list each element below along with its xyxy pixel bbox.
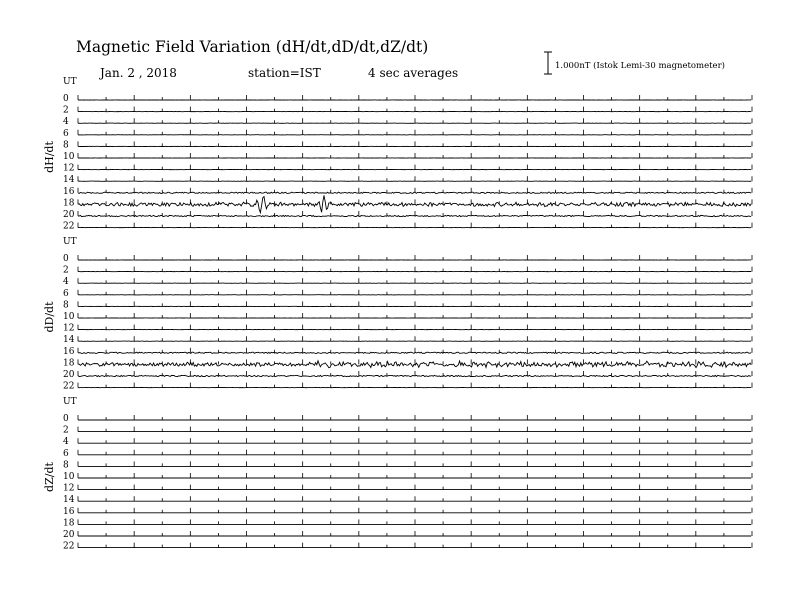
chart-title: Magnetic Field Variation (dH/dt,dD/dt,dZ/dt) bbox=[76, 38, 429, 56]
hour-label: 16 bbox=[63, 186, 75, 197]
hour-label: 10 bbox=[63, 152, 75, 162]
hour-label: 4 bbox=[63, 117, 69, 128]
hour-label: 22 bbox=[63, 221, 75, 232]
hour-label: 8 bbox=[63, 140, 69, 151]
hour-label: 14 bbox=[63, 495, 75, 506]
averaging-label: 4 sec averages bbox=[368, 66, 459, 80]
hour-label: 6 bbox=[63, 288, 69, 299]
hour-label: 12 bbox=[63, 323, 75, 334]
panel-label: dZ/dt bbox=[43, 462, 56, 492]
hour-label: 20 bbox=[63, 370, 75, 380]
hour-label: 6 bbox=[63, 448, 69, 459]
hour-label: 22 bbox=[63, 541, 75, 552]
ut-label: UT bbox=[63, 237, 77, 247]
hour-label: 18 bbox=[63, 358, 75, 369]
hour-label: 20 bbox=[63, 210, 75, 220]
hour-label: 14 bbox=[63, 175, 75, 186]
hour-label: 0 bbox=[63, 254, 69, 264]
hour-label: 16 bbox=[63, 346, 75, 357]
hour-label: 16 bbox=[63, 506, 75, 517]
hour-label: 10 bbox=[63, 312, 75, 322]
hour-label: 4 bbox=[63, 437, 69, 448]
date-label: Jan. 2 , 2018 bbox=[100, 66, 177, 80]
hour-label: 2 bbox=[63, 265, 69, 276]
hour-label: 8 bbox=[63, 460, 69, 471]
scale-label: 1.000nT (Istok Lemi-30 magnetometer) bbox=[555, 61, 725, 71]
hour-label: 2 bbox=[63, 105, 69, 116]
hour-label: 6 bbox=[63, 128, 69, 139]
ut-label: UT bbox=[63, 397, 77, 407]
ut-label: UT bbox=[63, 77, 77, 87]
hour-label: 20 bbox=[63, 530, 75, 540]
station-label: station=IST bbox=[248, 66, 321, 80]
hour-label: 18 bbox=[63, 198, 75, 209]
hour-label: 0 bbox=[63, 94, 69, 104]
hour-label: 22 bbox=[63, 381, 75, 392]
hour-label: 12 bbox=[63, 483, 75, 494]
hour-label: 18 bbox=[63, 518, 75, 529]
panel-label: dH/dt bbox=[43, 141, 56, 173]
hour-label: 14 bbox=[63, 335, 75, 346]
hour-label: 2 bbox=[63, 425, 69, 436]
hour-label: 12 bbox=[63, 163, 75, 174]
hour-label: 0 bbox=[63, 414, 69, 424]
hour-label: 8 bbox=[63, 300, 69, 311]
panel-label: dD/dt bbox=[43, 301, 56, 333]
hour-label: 10 bbox=[63, 472, 75, 482]
hour-label: 4 bbox=[63, 277, 69, 288]
